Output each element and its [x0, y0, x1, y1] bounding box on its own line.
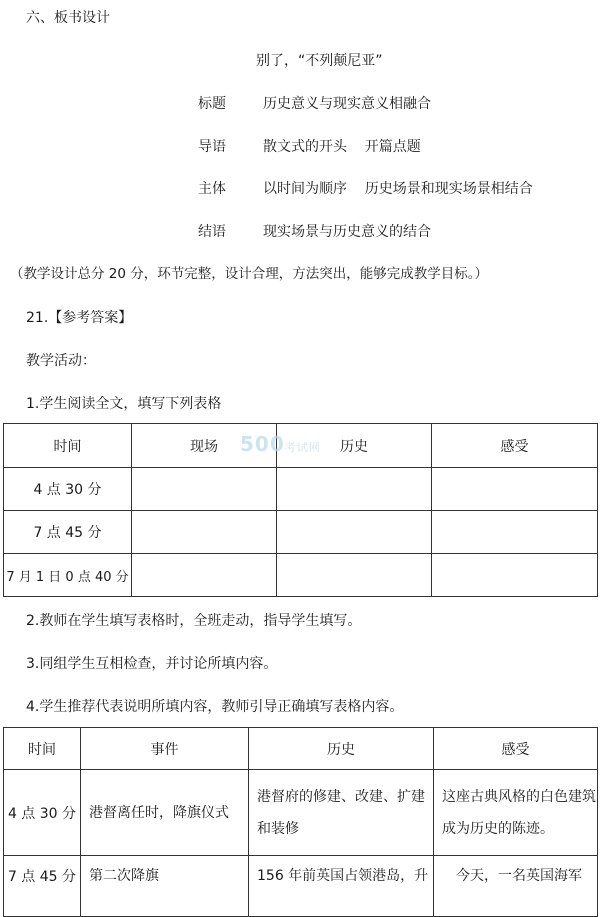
table-header-row	[4, 728, 598, 770]
empty-cell	[277, 554, 432, 597]
time-cell: 4 点 30 分	[4, 468, 132, 511]
board-label-intro: 导语	[198, 139, 226, 155]
empty-cell	[132, 511, 277, 554]
table-header-cell: 感受	[432, 424, 598, 468]
board-text-intro: 散文式的开头 开篇点题	[263, 139, 421, 155]
event-table	[3, 727, 598, 917]
watermark-main: 500	[240, 432, 285, 456]
table-header-cell: 感受	[434, 728, 598, 770]
board-label-body: 主体	[198, 181, 226, 197]
time-cell: 7 点 45 分	[4, 856, 81, 917]
empty-cell	[432, 468, 598, 511]
table-row	[4, 554, 598, 597]
activity-heading: 教学活动：	[26, 353, 96, 369]
board-label-title: 标题	[198, 96, 226, 112]
feeling-cell: 这座古典风格的白色建筑成为历史的陈迹。	[434, 770, 598, 856]
board-text-body: 以时间为顺序 历史场景和现实场景相结合	[263, 181, 533, 197]
table-header-cell: 历史	[249, 728, 434, 770]
scoring-note: （教学设计总分 20 分，环节完整，设计合理，方法突出，能够完成教学目标。）	[10, 266, 489, 282]
table-header-cell: 时间	[4, 424, 132, 468]
table-header-cell: 历史	[277, 424, 432, 468]
feeling-cell: 今天，一名英国海军	[434, 856, 598, 917]
watermark-sub: 考试网	[284, 441, 321, 454]
empty-cell	[432, 511, 598, 554]
event-cell: 第二次降旗	[81, 856, 249, 917]
table-row	[4, 511, 598, 554]
board-text-title: 历史意义与现实意义相融合	[263, 96, 431, 112]
board-title: 别了，“不列颠尼亚”	[256, 53, 383, 69]
table-header-cell: 事件	[81, 728, 249, 770]
time-cell: 4 点 30 分	[4, 770, 81, 856]
table-header-cell: 时间	[4, 728, 81, 770]
step-4: 4.学生推荐代表说明所填内容，教师引导正确填写表格内容。	[26, 699, 404, 715]
step-3: 3.同组学生互相检查，并讨论所填内容。	[26, 656, 278, 672]
watermark-logo	[240, 432, 321, 456]
history-cell: 港督府的修建、改建、扩建和装修	[249, 770, 434, 856]
table-row	[4, 856, 598, 917]
empty-cell	[277, 468, 432, 511]
empty-cell	[277, 511, 432, 554]
table-row	[4, 770, 598, 856]
time-cell: 7 点 45 分	[4, 511, 132, 554]
step-2: 2.教师在学生填写表格时，全班走动，指导学生填写。	[26, 613, 362, 629]
empty-cell	[432, 554, 598, 597]
event-cell: 港督离任时，降旗仪式	[81, 770, 249, 856]
table-header-cell: 现场	[132, 424, 277, 468]
board-label-conclusion: 结语	[198, 224, 226, 240]
step-1: 1.学生阅读全文，填写下列表格	[26, 396, 222, 412]
answer-heading: 21.【参考答案】	[26, 310, 133, 326]
time-cell: 7 月 1 日 0 点 40 分	[4, 554, 132, 597]
table-row	[4, 468, 598, 511]
section-heading: 六、板书设计	[26, 10, 110, 26]
board-text-conclusion: 现实场景与历史意义的结合	[263, 224, 431, 240]
empty-cell	[132, 468, 277, 511]
empty-cell	[132, 554, 277, 597]
history-cell: 156 年前英国占领港岛，升	[249, 856, 434, 917]
